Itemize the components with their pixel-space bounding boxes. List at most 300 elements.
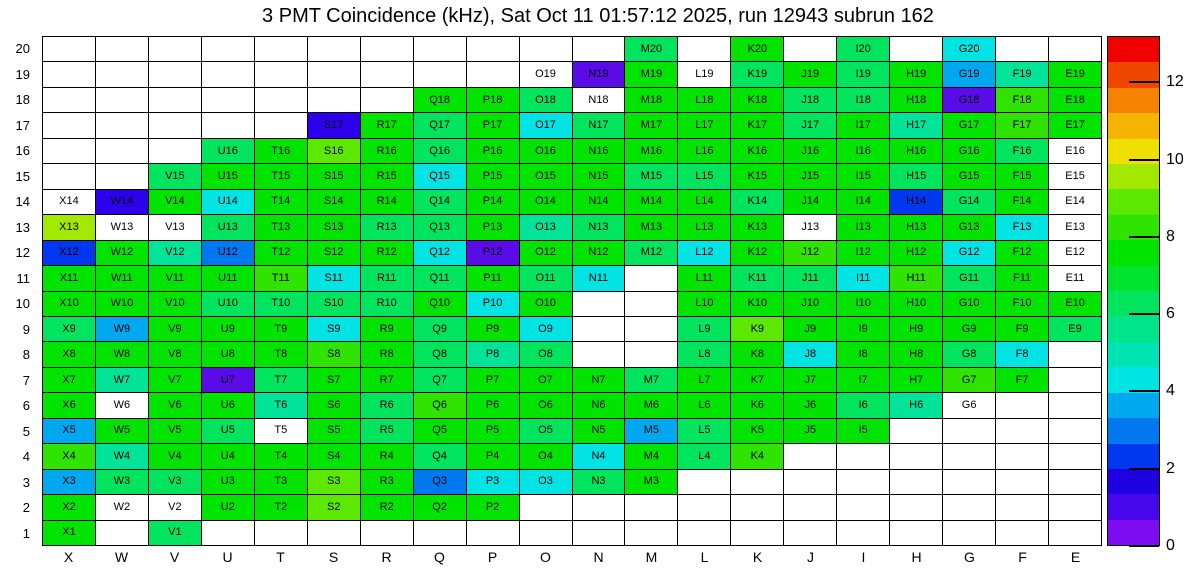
heatmap-cell	[307, 36, 360, 61]
heatmap-cell: P8	[466, 341, 519, 366]
heatmap-cell: H8	[889, 341, 942, 366]
heatmap-cell	[42, 87, 95, 112]
heatmap-cell: H12	[889, 240, 942, 265]
heatmap-cell: U6	[201, 392, 254, 417]
heatmap-cell: R10	[360, 291, 413, 316]
heatmap-cell: M7	[624, 367, 677, 392]
colorbar-tick-label: 6	[1166, 305, 1175, 323]
heatmap-cell	[1048, 418, 1101, 443]
heatmap-cell: Q3	[413, 469, 466, 494]
heatmap-cell: I16	[836, 138, 889, 163]
heatmap-cell: L16	[677, 138, 730, 163]
row-label: 6	[22, 398, 30, 414]
heatmap-cell: K20	[730, 36, 783, 61]
heatmap-cell: M6	[624, 392, 677, 417]
heatmap-cell: O6	[519, 392, 572, 417]
heatmap-cell: V3	[148, 469, 201, 494]
heatmap-cell: U3	[201, 469, 254, 494]
heatmap-cell	[360, 520, 413, 545]
row-label: 14	[15, 194, 30, 210]
heatmap-cell	[572, 316, 625, 341]
colorbar-tick-label: 4	[1166, 382, 1175, 400]
heatmap-cell	[783, 494, 836, 519]
heatmap-cell: N4	[572, 443, 625, 468]
heatmap-cell: R7	[360, 367, 413, 392]
heatmap-cell: N13	[572, 214, 625, 239]
colorbar-band	[1108, 393, 1159, 418]
heatmap-cell: H15	[889, 163, 942, 188]
heatmap-cell: X5	[42, 418, 95, 443]
heatmap-cell: P18	[466, 87, 519, 112]
heatmap-cell: U11	[201, 265, 254, 290]
colorbar-band	[1108, 367, 1159, 392]
row-label: 11	[16, 270, 30, 286]
heatmap-cell: X4	[42, 443, 95, 468]
heatmap-cell: G11	[942, 265, 995, 290]
heatmap-cell: N16	[572, 138, 625, 163]
heatmap-cell	[836, 443, 889, 468]
heatmap-cell: Q12	[413, 240, 466, 265]
heatmap-cell: I17	[836, 112, 889, 137]
heatmap-cell: W6	[95, 392, 148, 417]
col-label: L	[700, 549, 709, 565]
heatmap-cell	[42, 138, 95, 163]
heatmap-cell	[889, 469, 942, 494]
heatmap-cell	[466, 36, 519, 61]
col-label: I	[861, 549, 866, 565]
heatmap-cell	[254, 61, 307, 86]
heatmap-cell: S12	[307, 240, 360, 265]
heatmap-cell: K16	[730, 138, 783, 163]
heatmap-cell	[730, 469, 783, 494]
col-label: T	[276, 549, 285, 565]
heatmap-cell: O14	[519, 189, 572, 214]
heatmap-cell	[995, 469, 1048, 494]
heatmap-cell: Q2	[413, 494, 466, 519]
colorbar-tick	[1129, 313, 1159, 315]
heatmap-cell: J14	[783, 189, 836, 214]
heatmap-cell: O8	[519, 341, 572, 366]
heatmap-cell: I9	[836, 316, 889, 341]
heatmap-cell: P6	[466, 392, 519, 417]
heatmap-cell: K4	[730, 443, 783, 468]
heatmap-cell: Q17	[413, 112, 466, 137]
heatmap-cell: H14	[889, 189, 942, 214]
col-label: R	[381, 549, 392, 565]
heatmap-cell: I18	[836, 87, 889, 112]
col-label: J	[807, 549, 814, 565]
colorbar-band	[1108, 266, 1159, 291]
heatmap-cell	[42, 112, 95, 137]
heatmap-cell: Q5	[413, 418, 466, 443]
heatmap-cell: U16	[201, 138, 254, 163]
heatmap-cell: U15	[201, 163, 254, 188]
heatmap-cell	[1048, 367, 1101, 392]
heatmap-cell: J18	[783, 87, 836, 112]
heatmap-cell: I20	[836, 36, 889, 61]
col-label: K	[752, 549, 763, 565]
heatmap-cell: L13	[677, 214, 730, 239]
heatmap-cell: J9	[783, 316, 836, 341]
heatmap-cell: O10	[519, 291, 572, 316]
heatmap-cell: O19	[519, 61, 572, 86]
heatmap-cell: K8	[730, 341, 783, 366]
heatmap-cell: E18	[1048, 87, 1101, 112]
heatmap-cell: E14	[1048, 189, 1101, 214]
heatmap-cell: W2	[95, 494, 148, 519]
heatmap-cell: K9	[730, 316, 783, 341]
heatmap-cell: O9	[519, 316, 572, 341]
heatmap-cell: G15	[942, 163, 995, 188]
heatmap-cell: F16	[995, 138, 1048, 163]
heatmap-cell	[148, 112, 201, 137]
heatmap-cell	[889, 494, 942, 519]
colorbar-tick	[1129, 236, 1159, 238]
heatmap-cell: F15	[995, 163, 1048, 188]
heatmap-cell: P4	[466, 443, 519, 468]
heatmap-cell: L11	[677, 265, 730, 290]
heatmap-cell: N3	[572, 469, 625, 494]
heatmap-cell: F10	[995, 291, 1048, 316]
heatmap-cell: U12	[201, 240, 254, 265]
heatmap-cell: L10	[677, 291, 730, 316]
row-label: 20	[15, 41, 30, 57]
colorbar-band	[1108, 189, 1159, 214]
heatmap-cell: U10	[201, 291, 254, 316]
heatmap-cell: W10	[95, 291, 148, 316]
heatmap-cell: K12	[730, 240, 783, 265]
heatmap-cell	[942, 520, 995, 545]
heatmap-cell	[95, 61, 148, 86]
heatmap-cell: M4	[624, 443, 677, 468]
heatmap-cell: V9	[148, 316, 201, 341]
heatmap-cell	[677, 494, 730, 519]
heatmap-cell: E13	[1048, 214, 1101, 239]
heatmap-cell	[677, 520, 730, 545]
heatmap-cell: U4	[201, 443, 254, 468]
heatmap-cell: T16	[254, 138, 307, 163]
heatmap-cell: W8	[95, 341, 148, 366]
heatmap-cell: Q11	[413, 265, 466, 290]
heatmap-cell: S14	[307, 189, 360, 214]
heatmap-cell	[942, 443, 995, 468]
heatmap-cell: S4	[307, 443, 360, 468]
heatmap-cell	[519, 36, 572, 61]
heatmap-cell: V5	[148, 418, 201, 443]
heatmap-cell: Q9	[413, 316, 466, 341]
heatmap-cell: J5	[783, 418, 836, 443]
heatmap-cell: T7	[254, 367, 307, 392]
heatmap-cell	[201, 520, 254, 545]
heatmap-cell: G8	[942, 341, 995, 366]
heatmap-cell	[254, 87, 307, 112]
heatmap-cell: O17	[519, 112, 572, 137]
heatmap-cell: S2	[307, 494, 360, 519]
col-label: Q	[434, 549, 445, 565]
heatmap-cell: F8	[995, 341, 1048, 366]
col-label: H	[911, 549, 922, 565]
row-label: 9	[22, 321, 30, 337]
heatmap-cell	[42, 61, 95, 86]
heatmap-cell: F11	[995, 265, 1048, 290]
heatmap-cell	[624, 494, 677, 519]
heatmap-cell	[730, 494, 783, 519]
col-label: M	[645, 549, 658, 565]
x-axis-labels	[42, 549, 1102, 567]
heatmap-cell: E12	[1048, 240, 1101, 265]
heatmap-cell	[783, 36, 836, 61]
heatmap-cell: X10	[42, 291, 95, 316]
heatmap-cell	[624, 291, 677, 316]
heatmap-cell	[42, 163, 95, 188]
heatmap-cell	[95, 87, 148, 112]
heatmap-cell: M14	[624, 189, 677, 214]
col-label: G	[964, 549, 975, 565]
heatmap-cell: U14	[201, 189, 254, 214]
row-label: 10	[15, 296, 30, 312]
heatmap-cell: U13	[201, 214, 254, 239]
heatmap-cell: J7	[783, 367, 836, 392]
heatmap-cell: W4	[95, 443, 148, 468]
heatmap-cell	[95, 36, 148, 61]
heatmap-cell: P12	[466, 240, 519, 265]
heatmap-cell: R9	[360, 316, 413, 341]
heatmap-cell	[624, 341, 677, 366]
colorbar-band	[1108, 520, 1159, 545]
heatmap-cell	[1048, 469, 1101, 494]
heatmap-cell: K14	[730, 189, 783, 214]
heatmap-cell: K19	[730, 61, 783, 86]
heatmap-cell: N19	[572, 61, 625, 86]
heatmap-cell: E19	[1048, 61, 1101, 86]
heatmap-cell: P14	[466, 189, 519, 214]
colorbar-band	[1108, 316, 1159, 341]
heatmap-cell	[201, 112, 254, 137]
colorbar-band	[1108, 494, 1159, 519]
heatmap-cell: L6	[677, 392, 730, 417]
heatmap-cell: L12	[677, 240, 730, 265]
heatmap-cell	[95, 112, 148, 137]
heatmap-cell: O12	[519, 240, 572, 265]
heatmap-cell	[995, 443, 1048, 468]
row-label: 16	[15, 143, 30, 159]
heatmap-cell: E17	[1048, 112, 1101, 137]
colorbar-tick	[1129, 159, 1159, 161]
colorbar-band	[1108, 444, 1159, 469]
heatmap-cell: F17	[995, 112, 1048, 137]
heatmap-cell: M13	[624, 214, 677, 239]
heatmap-cell	[995, 494, 1048, 519]
heatmap-cell: R16	[360, 138, 413, 163]
heatmap-cell: T4	[254, 443, 307, 468]
heatmap-cell	[889, 443, 942, 468]
heatmap-cell: F18	[995, 87, 1048, 112]
colorbar-band	[1108, 164, 1159, 189]
heatmap-cell	[572, 341, 625, 366]
heatmap-cell: T9	[254, 316, 307, 341]
heatmap-cell: J12	[783, 240, 836, 265]
heatmap-cell	[995, 520, 1048, 545]
heatmap-cell: I15	[836, 163, 889, 188]
heatmap-cell: G7	[942, 367, 995, 392]
heatmap-cell: M15	[624, 163, 677, 188]
heatmap-cell: G17	[942, 112, 995, 137]
heatmap-cell	[413, 520, 466, 545]
heatmap-cell: S9	[307, 316, 360, 341]
heatmap-grid	[42, 36, 1102, 546]
heatmap-cell: T13	[254, 214, 307, 239]
heatmap-cell: U7	[201, 367, 254, 392]
heatmap-cell	[413, 36, 466, 61]
heatmap-cell: V1	[148, 520, 201, 545]
row-label: 19	[15, 66, 30, 82]
colorbar-tick-label: 2	[1166, 459, 1175, 477]
heatmap-cell: P17	[466, 112, 519, 137]
chart-title: 3 PMT Coincidence (kHz), Sat Oct 11 01:57:12 2025, run 12943 subrun 162	[262, 5, 934, 27]
heatmap-cell: K13	[730, 214, 783, 239]
heatmap-cell	[995, 36, 1048, 61]
heatmap-cell	[254, 36, 307, 61]
heatmap-cell: R12	[360, 240, 413, 265]
heatmap-cell	[783, 469, 836, 494]
row-label: 17	[15, 117, 30, 133]
heatmap-cell: H17	[889, 112, 942, 137]
heatmap-cell: R2	[360, 494, 413, 519]
heatmap-cell: G14	[942, 189, 995, 214]
heatmap-cell	[1048, 392, 1101, 417]
heatmap-cell	[1048, 520, 1101, 545]
row-label: 5	[22, 423, 30, 439]
col-label: N	[593, 549, 604, 565]
colorbar-tick-label: 0	[1166, 537, 1175, 554]
heatmap-cell: P9	[466, 316, 519, 341]
row-label: 15	[15, 168, 30, 184]
heatmap-cell: S7	[307, 367, 360, 392]
heatmap-cell: I14	[836, 189, 889, 214]
heatmap-cell: W3	[95, 469, 148, 494]
heatmap-cell: O3	[519, 469, 572, 494]
heatmap-cell: R14	[360, 189, 413, 214]
heatmap-cell: I6	[836, 392, 889, 417]
heatmap-cell: R11	[360, 265, 413, 290]
heatmap-cell: O7	[519, 367, 572, 392]
heatmap-cell: G13	[942, 214, 995, 239]
heatmap-cell: X14	[42, 189, 95, 214]
heatmap-cell: W9	[95, 316, 148, 341]
heatmap-cell: I11	[836, 265, 889, 290]
heatmap-cell: S13	[307, 214, 360, 239]
heatmap-cell	[1048, 36, 1101, 61]
heatmap-cell: L18	[677, 87, 730, 112]
heatmap-cell: I10	[836, 291, 889, 316]
heatmap-cell: K18	[730, 87, 783, 112]
heatmap-cell	[836, 469, 889, 494]
heatmap-cell: P5	[466, 418, 519, 443]
colorbar-tick-label: 12	[1166, 73, 1184, 91]
heatmap-cell	[942, 494, 995, 519]
heatmap-cell: U8	[201, 341, 254, 366]
heatmap-cell: L17	[677, 112, 730, 137]
heatmap-cell: I7	[836, 367, 889, 392]
col-label: U	[222, 549, 233, 565]
heatmap-cell	[836, 494, 889, 519]
heatmap-cell: P10	[466, 291, 519, 316]
colorbar-band	[1108, 418, 1159, 443]
heatmap-cell	[307, 61, 360, 86]
heatmap-cell	[730, 520, 783, 545]
heatmap-cell: Q8	[413, 341, 466, 366]
heatmap-cell	[307, 87, 360, 112]
colorbar-tick-label: 10	[1166, 150, 1184, 168]
heatmap-cell: V2	[148, 494, 201, 519]
heatmap-cell: K11	[730, 265, 783, 290]
heatmap-cell: X11	[42, 265, 95, 290]
heatmap-cell	[466, 520, 519, 545]
heatmap-cell: I13	[836, 214, 889, 239]
heatmap-cell: J19	[783, 61, 836, 86]
heatmap-cell: W11	[95, 265, 148, 290]
row-label: 4	[22, 449, 30, 465]
heatmap-cell: G10	[942, 291, 995, 316]
heatmap-cell: S11	[307, 265, 360, 290]
heatmap-cell: P13	[466, 214, 519, 239]
heatmap-cell: I8	[836, 341, 889, 366]
heatmap-cell	[942, 418, 995, 443]
heatmap-cell: Q6	[413, 392, 466, 417]
heatmap-cell: F9	[995, 316, 1048, 341]
heatmap-cell	[254, 520, 307, 545]
col-label: V	[169, 549, 180, 565]
heatmap-cell: J10	[783, 291, 836, 316]
heatmap-cell: F13	[995, 214, 1048, 239]
heatmap-cell: X2	[42, 494, 95, 519]
heatmap-cell: Q13	[413, 214, 466, 239]
heatmap-cell	[95, 163, 148, 188]
heatmap-cell: L7	[677, 367, 730, 392]
heatmap-cell: N17	[572, 112, 625, 137]
heatmap-cell: K5	[730, 418, 783, 443]
heatmap-cell: Q10	[413, 291, 466, 316]
heatmap-cell: S17	[307, 112, 360, 137]
heatmap-cell: V10	[148, 291, 201, 316]
heatmap-cell	[307, 520, 360, 545]
heatmap-cell	[254, 112, 307, 137]
heatmap-cell: H11	[889, 265, 942, 290]
heatmap-cell: G18	[942, 87, 995, 112]
heatmap-cell: G12	[942, 240, 995, 265]
heatmap-cell: O11	[519, 265, 572, 290]
heatmap-cell	[148, 138, 201, 163]
heatmap-cell: H19	[889, 61, 942, 86]
heatmap-cell: R4	[360, 443, 413, 468]
heatmap-cell: R13	[360, 214, 413, 239]
colorbar-tick	[1129, 468, 1159, 470]
colorbar-band	[1108, 342, 1159, 367]
heatmap-cell: V14	[148, 189, 201, 214]
heatmap-cell: L9	[677, 316, 730, 341]
heatmap-cell: X13	[42, 214, 95, 239]
heatmap-cell: E16	[1048, 138, 1101, 163]
row-label: 7	[22, 372, 30, 388]
heatmap-cell: P7	[466, 367, 519, 392]
heatmap-cell: E11	[1048, 265, 1101, 290]
heatmap-cell	[1048, 341, 1101, 366]
heatmap-cell: F12	[995, 240, 1048, 265]
heatmap-cell: W5	[95, 418, 148, 443]
heatmap-cell	[624, 520, 677, 545]
heatmap-cell	[360, 61, 413, 86]
heatmap-cell	[201, 61, 254, 86]
